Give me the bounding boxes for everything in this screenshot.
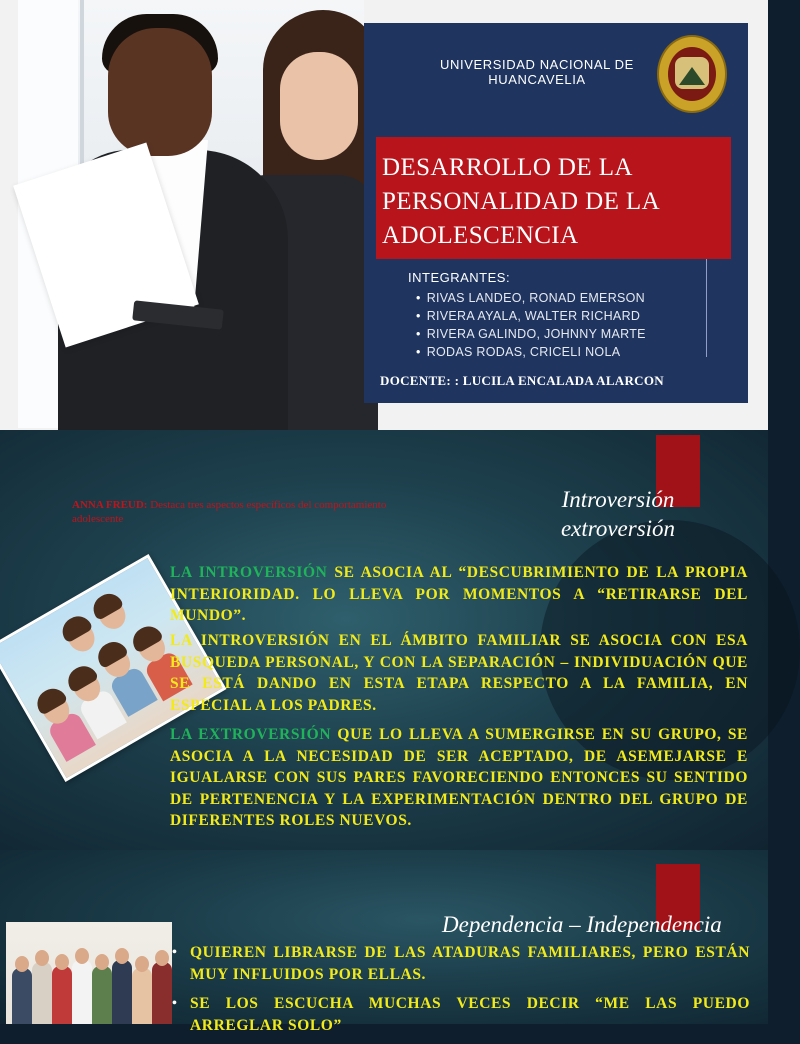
- introversion-slide: [0, 430, 768, 850]
- list-item: • QUIEREN LIBRARSE DE LAS ATADURAS FAMILIARES, PERO ESTÁN MUY INFLUIDOS POR ELLAS.: [170, 942, 750, 985]
- integrantes-list: [416, 289, 646, 361]
- anna-freud-note: [72, 498, 392, 526]
- list-item: • RIVERA GALINDO, JOHNNY MARTE: [416, 325, 646, 343]
- introversion-highlight: LA INTROVERSIÓN: [170, 564, 328, 581]
- anna-text: Destaca tres aspectos específicos del comportamiento adolescente: [72, 499, 387, 525]
- extroversion-text: QUE LO LLEVA A SUMERGIRSE EN SU GRUPO, SE ASOCIA A LA NECESIDAD DE SER ACEPTADO, DE ASEMEJARSE E IGUALARSE CON SUS PARES FAVORECIENDO ENTONCES SU SENTIDO DE PERTENENCIA Y LA EXPERIMENTACIÓN DENTRO DEL GRUPO DE DIFERENTES ROLES NUEVOS.: [170, 726, 748, 829]
- section-title: Dependencia – Independencia: [442, 912, 722, 937]
- integrantes-heading: INTEGRANTES:: [408, 270, 511, 285]
- group-of-teens-photo: [6, 922, 172, 1024]
- section-title: Introversión extroversión: [560, 487, 676, 541]
- introversion-text: SE ASOCIA AL “DESCUBRIMIENTO DE LA PROPIA INTERIORIDAD. LO LLEVA POR MOMENTOS A “RETIRARSE DEL MUNDO”.: [170, 564, 748, 624]
- slide-title: DESARROLLO DE LA PERSONALIDAD DE LA ADOLESCENCIA: [382, 154, 659, 249]
- business-people-photo: [18, 0, 364, 428]
- list-item: • SE LOS ESCUCHA MUCHAS VECES DECIR “ME LAS PUEDO ARREGLAR SOLO”: [170, 993, 750, 1036]
- family-paragraph: LA INTROVERSIÓN EN EL ÁMBITO FAMILIAR SE ASOCIA CON ESA BUSQUEDA PERSONAL, Y CON LA SEPARACIÓN – INDIVIDUACIÓN QUE SE ESTÁ DANDO EN ESTA ETAPA RESPECTO A LA FAMILIA, EN ESPECIAL A LOS PADRES.: [170, 632, 748, 714]
- title-box: [376, 137, 731, 259]
- dependencia-slide: [0, 850, 768, 1034]
- extroversion-highlight: LA EXTROVERSIÓN: [170, 726, 332, 743]
- dependencia-bullets: [170, 942, 750, 1044]
- introversion-paragraph: [170, 562, 748, 627]
- docente-label: DOCENTE: : LUCILA ENCALADA ALARCON: [380, 373, 664, 388]
- teenagers-photo: [0, 580, 170, 780]
- title-panel: [364, 23, 748, 403]
- list-item: • RIVERA AYALA, WALTER RICHARD: [416, 307, 646, 325]
- university-seal-icon: [657, 35, 727, 113]
- anna-label: ANNA FREUD:: [72, 499, 148, 511]
- list-item: • RODAS RODAS, CRICELI NOLA: [416, 343, 646, 361]
- extroversion-paragraph: [170, 724, 748, 832]
- divider-line: [706, 259, 707, 357]
- university-name: UNIVERSIDAD NACIONAL DE HUANCAVELIA: [440, 57, 634, 87]
- list-item: • RIVAS LANDEO, RONAD EMERSON: [416, 289, 646, 307]
- title-slide: [0, 0, 768, 430]
